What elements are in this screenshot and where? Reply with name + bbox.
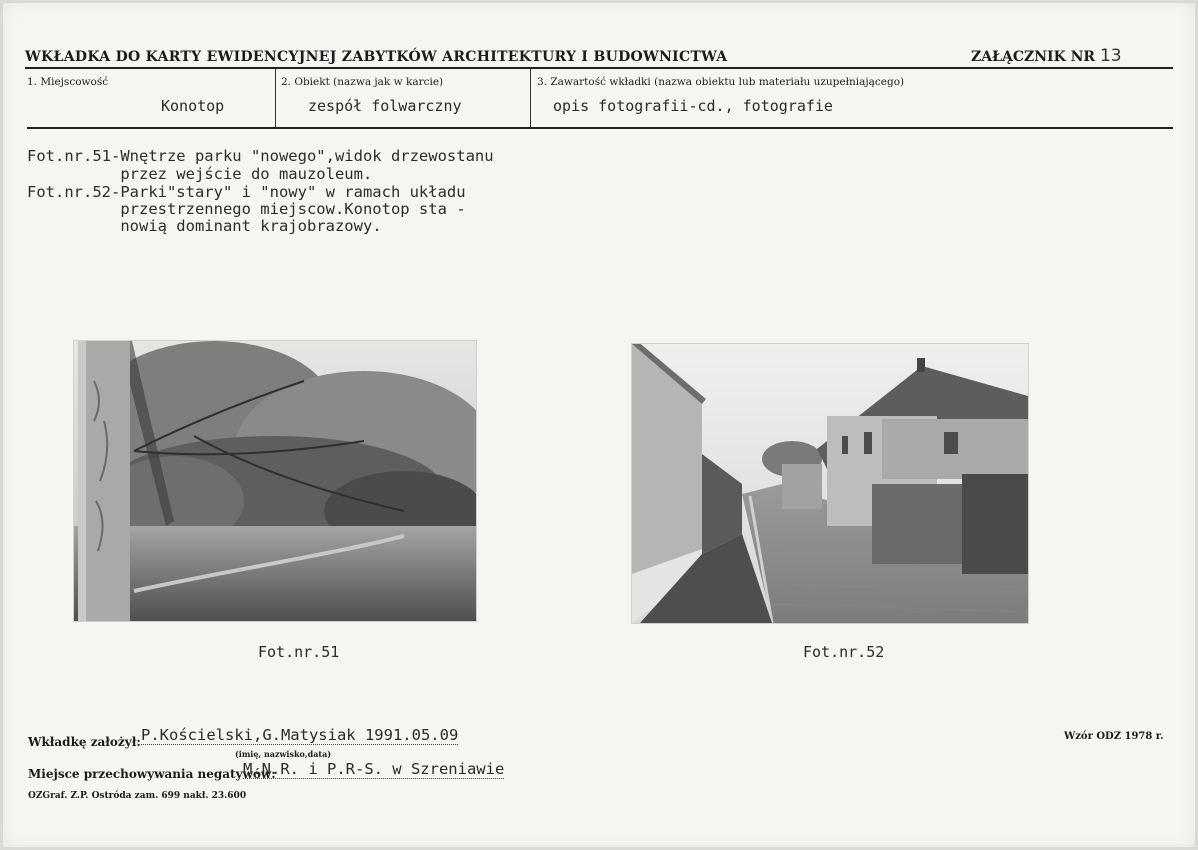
form-model: Wzór ODZ 1978 r. bbox=[1064, 731, 1164, 742]
description-line-5: nowią dominant krajobrazowy. bbox=[27, 217, 382, 235]
author-value: P.Kościelski,G.Matysiak 1991.05.09 bbox=[141, 726, 459, 744]
photo-52 bbox=[631, 343, 1029, 624]
author-note: (imię, nazwisko,data) bbox=[235, 749, 332, 759]
annex-number: 13 bbox=[1099, 46, 1122, 66]
description-line-3: Fot.nr.52-Parki"stary" i "nowy" w ramach układu bbox=[27, 183, 466, 201]
sheet-title: WKŁADKA DO KARTY EWIDENCYJNEJ ZABYTKÓW ARCHITEKTURY I BUDOWNICTWA bbox=[25, 49, 728, 65]
photo-51 bbox=[73, 340, 477, 622]
author-label: Wkładkę założył: bbox=[28, 735, 141, 749]
description-line-4: przestrzennego miejscow.Konotop sta - bbox=[27, 200, 466, 218]
description-line-2: przez wejście do mauzoleum. bbox=[27, 165, 373, 183]
header-top-rule bbox=[25, 67, 1173, 69]
description-line-1: Fot.nr.51-Wnętrze parku "nowego",widok drzewostanu bbox=[27, 147, 494, 165]
record-sheet bbox=[3, 3, 1195, 847]
annex-label-text: ZAŁĄCZNIK NR bbox=[971, 49, 1096, 65]
field-object-label: 2. Obiekt (nazwa jak w karcie) bbox=[281, 76, 444, 88]
photo-52-caption: Fot.nr.52 bbox=[803, 643, 885, 661]
header-bottom-rule bbox=[27, 127, 1173, 129]
storage-label: Miejsce przechowywania negatywów: bbox=[28, 767, 276, 781]
annex-label bbox=[971, 46, 1122, 66]
printer-note: OZGraf. Z.P. Ostróda zam. 699 nakł. 23.600 bbox=[28, 791, 247, 801]
field-divider-1 bbox=[275, 69, 276, 127]
photo-51-caption: Fot.nr.51 bbox=[258, 643, 340, 661]
field-locality-label: 1. Miejscowość bbox=[27, 76, 109, 88]
field-locality-value: Konotop bbox=[161, 97, 225, 115]
field-content-label: 3. Zawartość wkładki (nazwa obiektu lub materiału uzupełniającego) bbox=[537, 76, 905, 88]
field-content-value: opis fotografii-cd., fotografie bbox=[553, 97, 833, 115]
field-divider-2 bbox=[530, 69, 531, 127]
field-object-value: zespół folwarczny bbox=[308, 97, 462, 115]
storage-value: M.N.R. i P.R-S. w Szreniawie bbox=[243, 760, 505, 778]
